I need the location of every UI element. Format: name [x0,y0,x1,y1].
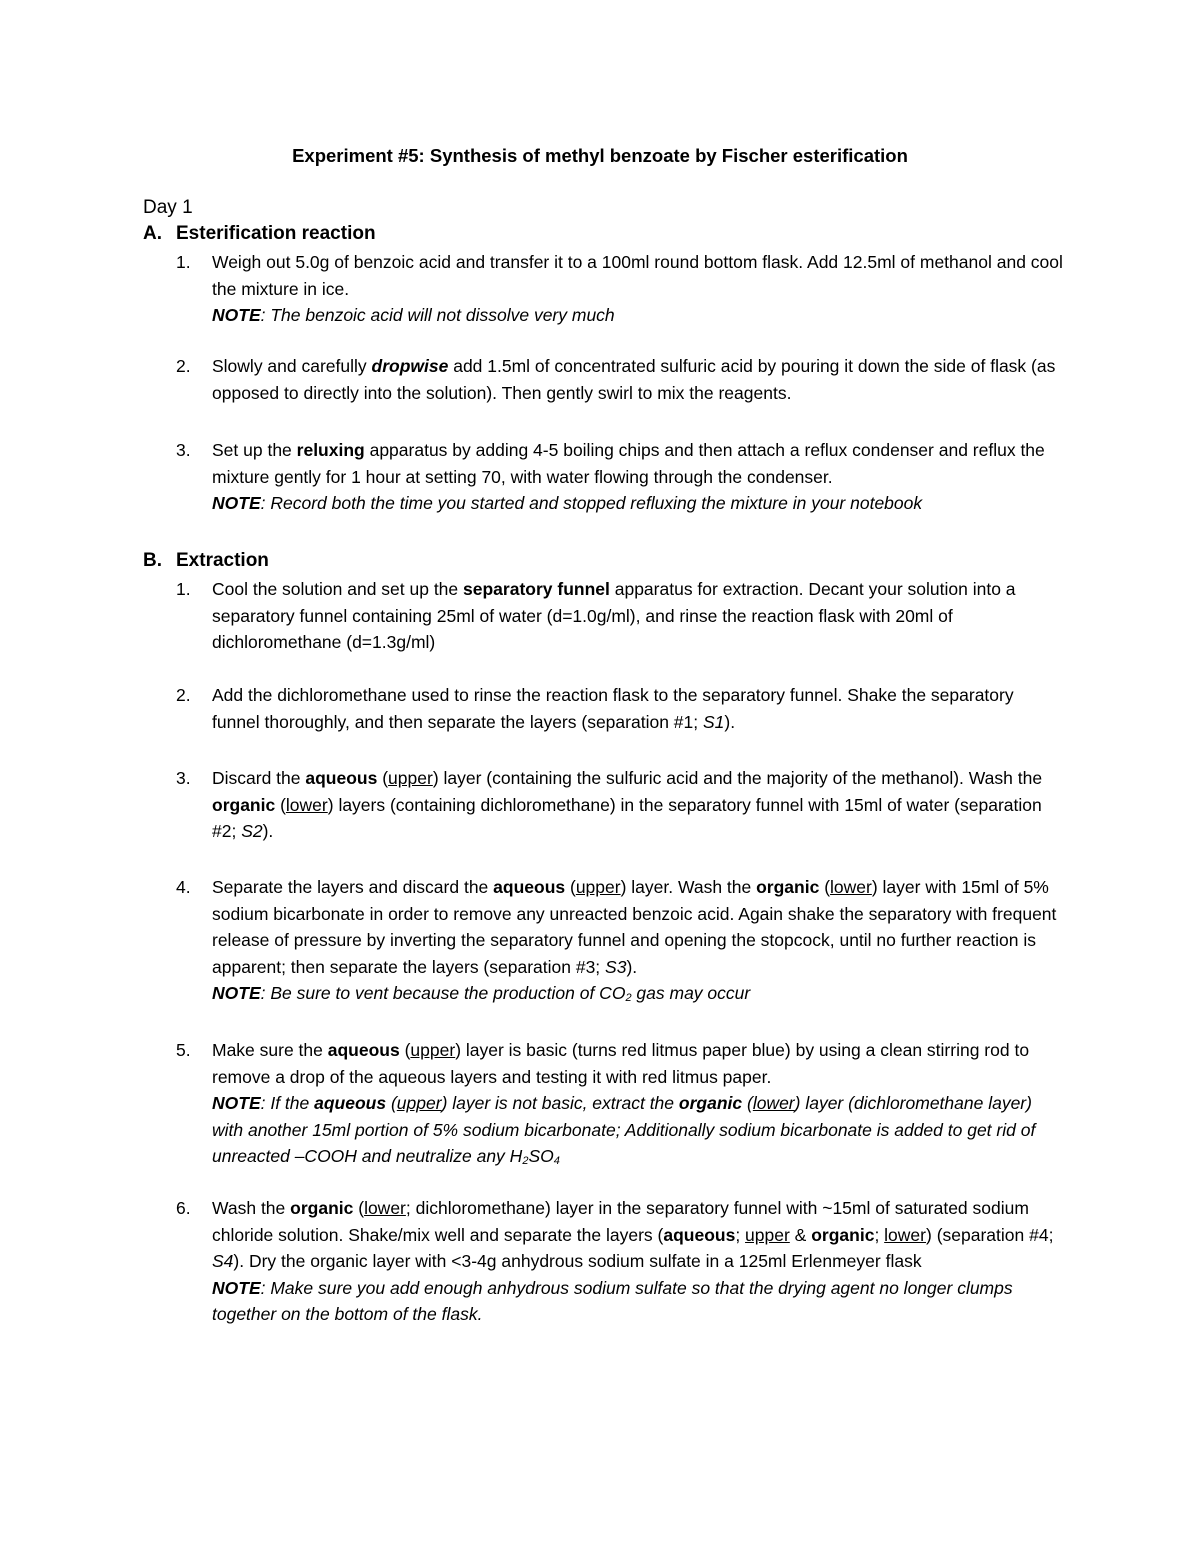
note-text: ) layer (dichloromethane layer) with another 15ml portion of 5% sodium bicarbonate; Additionally sodium bicarbonate is added to get rid of unreacted –COOH and neutralize any H [212,1093,1036,1166]
item-text: Make sure the [212,1040,328,1060]
item-text: ). Dry the organic layer with <3-4g anhydrous sodium sulfate in a 125ml Erlenmeyer flask [233,1251,922,1271]
keyword-aqueous: aqueous [314,1093,387,1113]
subscript: 2 [625,992,632,1004]
note-text: SO [528,1146,554,1166]
keyword-upper: upper [396,1093,442,1113]
list-item-b5 [176,1037,1066,1170]
list-item-a3 [176,437,1066,517]
list-item-b2 [176,682,1066,735]
keyword-lower: lower [285,794,328,815]
item-text: Weigh out 5.0g of benzoic acid and transfer it to a 100ml round bottom flask. Add 12.5ml of methanol and cool the mixture in ice. [212,252,1063,299]
item-number: 3. [176,440,191,460]
item-text: ( [377,768,389,788]
item-text: ( [399,1040,411,1060]
item-number: 4. [176,877,191,897]
item-text: ) layer with 15ml of 5% sodium bicarbonate in order to remove any unreacted benzoic acid. Again shake the separatory with frequent release of pressure by inverting the separatory funnel and opening the stopcock, until no further reaction is apparent; then separate the layers (separation #3; [212,877,1057,977]
item-text: Add the dichloromethane used to rinse the reaction flask to the separatory funnel. Shake the separatory funnel thoroughly, and then separate the layers (separation #1; [212,685,1014,732]
section-title: Extraction [176,550,269,571]
keyword-upper: upper [410,1040,456,1060]
item-text: ( [353,1198,365,1218]
list-item-a1 [176,249,1066,329]
item-text: Separate the layers and discard the [212,877,494,897]
separation-label: S2 [241,821,263,841]
note-label: NOTE [212,493,261,513]
note-text: : Record both the time you started and stopped refluxing the mixture in your notebook [260,493,923,513]
item-number: 2. [176,356,191,376]
subscript: 4 [553,1155,560,1167]
note-label: NOTE [212,983,261,1003]
keyword-organic: organic [212,794,276,815]
section-letter: B. [143,550,162,571]
note-text: ( [386,1093,397,1113]
note-label: NOTE [212,305,261,325]
list-item-b3 [176,765,1066,845]
keyword-organic: organic [811,1224,875,1245]
note-text: : Be sure to vent because the production of CO [260,983,626,1003]
keyword-organic: organic [290,1198,354,1218]
item-text: ; [735,1224,746,1245]
keyword-aqueous: aqueous [663,1224,736,1245]
keyword-upper: upper [575,877,621,897]
item-number: 1. [176,252,191,272]
page-title: Experiment #5: Synthesis of methyl benzoate by Fischer esterification [292,145,908,166]
item-number: 2. [176,685,191,705]
note-text: ) layer is not basic, extract the [441,1093,679,1113]
item-text: Slowly and carefully [212,356,372,376]
list-item-b1 [176,576,1066,656]
item-text: add 1.5ml of concentrated sulfuric acid by pouring it down the side of flask (as opposed to directly into the solution). Then gently swirl to mix the reagents. [212,356,1056,403]
keyword-aqueous: aqueous [493,877,566,897]
keyword-organic: organic [756,877,820,897]
separation-label: S3 [605,956,627,977]
list-item-a2 [176,353,1066,406]
item-text: apparatus for extraction. Decant your solution into a separatory funnel containing 25ml of water (d=1.0g/ml), and rinse the reaction flask with 20ml of dichloromethane (d=1.3g/ml) [212,579,1016,652]
separation-label: S4 [212,1251,234,1271]
item-text: ; dichloromethane) layer in the separatory funnel with ~15ml of saturated sodium chloride solution. Shake/mix well and separate the layers ( [212,1198,1029,1245]
keyword-lower: lower [884,1224,926,1245]
item-text: & [789,1224,812,1245]
item-text: Cool the solution and set up the [212,579,464,599]
item-text: ) layers (containing dichloromethane) in the separatory funnel with 15ml of water (separation #2; [212,794,1042,841]
item-text: ). [724,711,736,732]
separation-label: S1 [702,711,725,732]
keyword-aqueous: aqueous [327,1040,400,1060]
item-text: Set up the [212,440,297,460]
item-text: ( [275,794,286,815]
subscript: 2 [522,1155,529,1167]
section-heading-a [143,221,376,247]
item-text: ; [874,1224,885,1245]
item-text: ). [626,956,638,977]
keyword-separatory-funnel: separatory funnel [463,579,610,599]
section-letter: A. [143,223,162,244]
section-title: Esterification reaction [176,223,376,244]
list-item-b6 [176,1195,1066,1328]
item-text: ) layer. Wash the [620,877,757,897]
note-text: : The benzoic acid will not dissolve very much [260,305,615,325]
list-item-b4 [176,874,1066,1007]
note-label: NOTE [212,1277,261,1298]
item-text: apparatus by adding 4-5 boiling chips and then attach a reflux condenser and reflux the mixture gently for 1 hour at setting 70, with water flowing through the condenser. [212,440,1045,487]
keyword-lower: lower [830,877,872,897]
item-number: 6. [176,1198,191,1218]
keyword-aqueous: aqueous [305,768,378,788]
keyword-organic: organic [678,1093,743,1113]
item-number: 5. [176,1040,191,1060]
item-number: 1. [176,579,191,599]
item-text: ) (separation #4; [926,1224,1054,1245]
item-text: ). [262,821,274,841]
item-text: ) layer (containing the sulfuric acid and the majority of the methanol). Wash the [432,768,1043,788]
note-text: : If the [260,1093,315,1113]
item-text: ) layer is basic (turns red litmus paper blue) by using a clean stirring rod to remove a drop of the aqueous layers and testing it with red litmus paper. [212,1040,1030,1087]
note-text: ( [742,1093,753,1113]
note-text: gas may occur [631,983,751,1003]
keyword-upper: upper [745,1224,790,1245]
note-text: : Make sure you add enough anhydrous sodium sulfate so that the drying agent no longer clumps together on the bottom of the flask. [212,1277,1013,1324]
section-heading-b [143,548,269,574]
item-text: ( [819,877,831,897]
note-label: NOTE [212,1093,261,1113]
day-label: Day 1 [143,197,193,218]
keyword-dropwise: dropwise [371,356,449,376]
item-text: ( [565,877,576,897]
keyword-lower: lower [364,1198,406,1218]
item-text: Wash the [212,1198,291,1218]
keyword-lower: lower [752,1093,795,1113]
item-number: 3. [176,768,191,788]
keyword-reluxing: reluxing [296,440,365,460]
keyword-upper: upper [388,768,433,788]
item-text: Discard the [212,768,306,788]
